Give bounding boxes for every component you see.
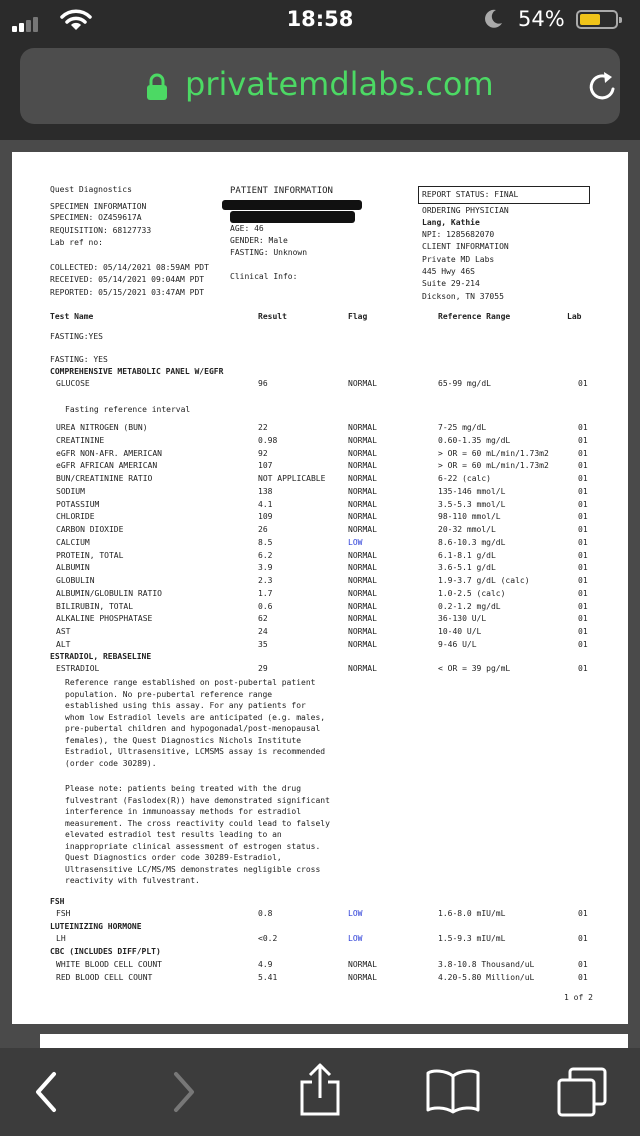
estradiol-note-2: Please note: patients being treated with the drug fulvestrant (Faslodex(R)) have demonstrated significant interference in immunoassay methods for estradiol measurement. The cross reactivity could lead to falsely elevated estradiol test results leading to an inappropriate clinical assessment of estrogen status. Quest Diagnostics order code 30289-Estradiol, Ultrasensitive LC/MS/MS demonstrates negligible cross reactivity with fulvestrant. — [65, 784, 330, 885]
panel-cbc: CBC (INCLUDES DIFF/PLT) — [50, 947, 161, 956]
test-result: 8.5 — [258, 537, 273, 547]
test-name: RED BLOOD CELL COUNT — [56, 972, 153, 982]
panel-fsh: FSH — [50, 897, 65, 906]
test-result: 138 — [258, 486, 273, 496]
physician-npi: NPI: 1285682070 — [422, 230, 495, 239]
test-result: <0.2 — [258, 934, 278, 943]
table-row — [12, 664, 628, 677]
test-result: 22 — [258, 423, 268, 432]
patient-fasting: FASTING: Unknown — [230, 248, 308, 257]
test-range: 1.0-2.5 (calc) — [438, 588, 506, 598]
share-icon[interactable] — [298, 1062, 342, 1118]
test-flag: NORMAL — [348, 664, 377, 673]
browser-header — [0, 40, 640, 140]
test-name: AST — [56, 627, 71, 636]
test-result: 2.3 — [258, 576, 273, 585]
test-lab: 01 — [578, 499, 588, 509]
test-name: SODIUM — [56, 486, 85, 496]
requisition: REQUISITION: 68127733 — [50, 226, 152, 235]
client-address-2: Suite 29-214 — [422, 279, 480, 288]
test-name: UREA NITROGEN (BUN) — [56, 423, 148, 432]
col-result: Result — [258, 312, 287, 321]
battery-percent: 54% — [518, 7, 565, 31]
client-info-heading: CLIENT INFORMATION — [422, 242, 509, 251]
test-result: 26 — [258, 525, 268, 534]
test-flag: NORMAL — [348, 627, 377, 636]
test-name: CALCIUM — [56, 537, 90, 547]
fasting-yes-1: FASTING:YES — [50, 332, 103, 341]
test-lab: 01 — [578, 525, 588, 534]
moon-icon — [482, 8, 504, 30]
test-lab: 01 — [578, 614, 588, 624]
test-name: BILIRUBIN, TOTAL — [56, 601, 134, 611]
test-name: FSH — [56, 909, 71, 918]
physician-name: Lang, Kathie — [422, 218, 480, 227]
test-flag: LOW — [348, 934, 363, 943]
table-row — [12, 436, 628, 449]
test-range: > OR = 60 mL/min/1.73m2 — [438, 448, 549, 458]
test-flag: NORMAL — [348, 614, 377, 624]
test-flag: NORMAL — [348, 588, 377, 598]
test-range: 10-40 U/L — [438, 627, 482, 636]
test-result: 0.6 — [258, 601, 273, 611]
test-result: 96 — [258, 379, 268, 388]
table-row — [12, 602, 628, 615]
specimen-id: SPECIMEN: OZ459617A — [50, 213, 142, 222]
test-flag: NORMAL — [348, 486, 377, 496]
page-number: 1 of 2 — [564, 993, 593, 1002]
test-range: 65-99 mg/dL — [438, 379, 491, 388]
test-name: eGFR AFRICAN AMERICAN — [56, 461, 158, 471]
test-range: > OR = 60 mL/min/1.73m2 — [438, 461, 549, 471]
test-name: LH — [56, 934, 66, 943]
test-name: ESTRADIOL — [56, 664, 100, 673]
test-name: WHITE BLOOD CELL COUNT — [56, 960, 162, 969]
clock: 18:58 — [286, 7, 354, 31]
test-lab: 01 — [578, 474, 588, 483]
test-name: POTASSIUM — [56, 499, 100, 509]
url-text: privatemdlabs.com — [185, 65, 494, 103]
redacted-name — [222, 200, 362, 210]
test-lab: 01 — [578, 550, 588, 560]
test-result: 4.9 — [258, 960, 273, 969]
test-lab: 01 — [578, 627, 588, 636]
test-lab: 01 — [578, 486, 588, 496]
received-date: RECEIVED: 05/14/2021 09:04AM PDT — [50, 275, 205, 284]
test-result: 29 — [258, 664, 268, 673]
test-flag: NORMAL — [348, 601, 377, 611]
test-flag: NORMAL — [348, 512, 377, 522]
test-lab: 01 — [578, 576, 588, 585]
test-name: PROTEIN, TOTAL — [56, 550, 124, 560]
test-result: 5.41 — [258, 972, 278, 982]
address-bar[interactable] — [20, 48, 620, 124]
table-row — [12, 500, 628, 513]
test-flag: NORMAL — [348, 423, 377, 432]
test-result: 92 — [258, 448, 268, 458]
table-row — [12, 487, 628, 500]
test-lab: 01 — [578, 461, 588, 471]
test-range: 0.2-1.2 mg/dL — [438, 601, 501, 611]
panel-lh: LUTEINIZING HORMONE — [50, 922, 142, 931]
test-flag: NORMAL — [348, 461, 377, 471]
test-lab: 01 — [578, 639, 588, 649]
test-flag: NORMAL — [348, 960, 377, 969]
test-lab: 01 — [578, 664, 588, 673]
test-result: 4.1 — [258, 499, 273, 509]
lab-name: Quest Diagnostics — [50, 185, 132, 194]
estradiol-note-1: Reference range established on post-pubertal patient population. No pre-pubertal reference range established using this assay. For any patients for whom low Estradiol levels are anticipated (e.g. males, pre-pubertal children and hypogonadal/post-menopausal females), the Quest Diagnostics Nichols Institute Estradiol, Ultrasensitive, LCMSMS assay is recommended (order code 30289). — [65, 678, 326, 768]
test-result: 109 — [258, 512, 273, 522]
test-name: CREATININE — [56, 435, 105, 445]
test-lab: 01 — [578, 563, 588, 573]
test-name: BUN/CREATININE RATIO — [56, 474, 153, 483]
test-lab: 01 — [578, 972, 588, 982]
test-range: 9-46 U/L — [438, 639, 477, 649]
collected-date: COLLECTED: 05/14/2021 08:59AM PDT — [50, 263, 209, 272]
test-result: 24 — [258, 627, 268, 636]
table-row — [12, 551, 628, 564]
table-row — [12, 423, 628, 436]
battery-icon — [576, 10, 618, 29]
test-result: 0.8 — [258, 909, 273, 918]
test-name: ALBUMIN/GLOBULIN RATIO — [56, 588, 162, 598]
test-range: 0.60-1.35 mg/dL — [438, 435, 511, 445]
status-bar — [0, 0, 640, 40]
test-name: GLOBULIN — [56, 576, 95, 585]
client-address-1: 445 Hwy 46S — [422, 267, 475, 276]
col-test-name: Test Name — [50, 312, 94, 321]
test-flag: NORMAL — [348, 576, 377, 585]
test-range: 3.6-5.1 g/dL — [438, 563, 496, 573]
table-row — [12, 449, 628, 462]
report-status: REPORT STATUS: FINAL — [422, 190, 519, 199]
lab-ref: Lab ref no: — [50, 238, 103, 247]
back-icon[interactable] — [30, 1070, 60, 1114]
test-flag: NORMAL — [348, 474, 377, 483]
test-lab: 01 — [578, 435, 588, 445]
test-range: 1.6-8.0 mIU/mL — [438, 909, 506, 918]
test-range: 4.20-5.80 Million/uL — [438, 972, 535, 982]
table-row — [12, 512, 628, 525]
test-name: eGFR NON-AFR. AMERICAN — [56, 448, 162, 458]
test-range: 98-110 mmol/L — [438, 512, 501, 522]
test-lab: 01 — [578, 588, 588, 598]
patient-gender: GENDER: Male — [230, 236, 288, 245]
test-range: 20-32 mmol/L — [438, 525, 496, 534]
test-lab: 01 — [578, 601, 588, 611]
test-range: 135-146 mmol/L — [438, 486, 506, 496]
browser-toolbar — [0, 1048, 640, 1136]
test-flag: NORMAL — [348, 525, 377, 534]
test-lab: 01 — [578, 537, 588, 547]
table-row — [12, 909, 628, 922]
test-lab: 01 — [578, 512, 588, 522]
panel-estradiol: ESTRADIOL, REBASELINE — [50, 652, 152, 661]
test-range: 7-25 mg/dL — [438, 423, 487, 432]
test-lab: 01 — [578, 960, 588, 969]
test-flag: NORMAL — [348, 639, 377, 649]
table-row — [12, 614, 628, 627]
ordering-physician-heading: ORDERING PHYSICIAN — [422, 206, 509, 215]
table-row — [12, 960, 628, 973]
test-flag: NORMAL — [348, 379, 377, 388]
test-lab: 01 — [578, 379, 588, 388]
table-row — [12, 525, 628, 538]
test-lab: 01 — [578, 423, 588, 432]
test-flag: NORMAL — [348, 972, 377, 982]
test-range: 1.5-9.3 mIU/mL — [438, 934, 506, 943]
test-flag: NORMAL — [348, 448, 377, 458]
test-result: 6.2 — [258, 550, 273, 560]
fasting-reference-note: Fasting reference interval — [65, 405, 191, 414]
table-row — [12, 934, 628, 947]
col-flag: Flag — [348, 312, 368, 321]
test-range: 1.9-3.7 g/dL (calc) — [438, 576, 530, 585]
table-row — [12, 379, 628, 392]
test-range: 36-130 U/L — [438, 614, 487, 624]
table-row — [12, 538, 628, 551]
tabs-icon[interactable] — [556, 1066, 608, 1118]
test-lab: 01 — [578, 448, 588, 458]
client-name: Private MD Labs — [422, 255, 495, 264]
test-result: 1.7 — [258, 588, 273, 598]
test-range: < OR = 39 pg/mL — [438, 664, 511, 673]
table-row — [12, 589, 628, 602]
test-name: ALT — [56, 639, 71, 649]
test-result: 35 — [258, 639, 268, 649]
test-flag: NORMAL — [348, 563, 377, 573]
panel-cmp: COMPREHENSIVE METABOLIC PANEL W/EGFR — [50, 367, 224, 376]
test-result: 62 — [258, 614, 268, 624]
reported-date: REPORTED: 05/15/2021 03:47AM PDT — [50, 288, 205, 297]
test-lab: 01 — [578, 934, 588, 943]
reload-icon[interactable] — [586, 70, 620, 104]
test-range: 8.6-10.3 mg/dL — [438, 537, 506, 547]
test-range: 3.8-10.8 Thousand/uL — [438, 960, 535, 969]
clinical-info: Clinical Info: — [230, 272, 298, 281]
col-lab: Lab — [567, 312, 582, 321]
client-address-3: Dickson, TN 37055 — [422, 292, 504, 301]
bookmarks-icon[interactable] — [425, 1068, 481, 1114]
specimen-info-heading: SPECIMEN INFORMATION — [50, 202, 147, 211]
report-page — [12, 152, 628, 1024]
test-name: CHLORIDE — [56, 512, 95, 522]
table-row — [12, 563, 628, 576]
test-flag: NORMAL — [348, 550, 377, 560]
test-flag: NORMAL — [348, 435, 377, 445]
test-lab: 01 — [578, 909, 588, 918]
test-range: 3.5-5.3 mmol/L — [438, 499, 506, 509]
table-row — [12, 474, 628, 487]
redacted-dob — [230, 211, 355, 223]
patient-age: AGE: 46 — [230, 224, 264, 233]
test-flag: LOW — [348, 537, 363, 547]
table-row — [12, 627, 628, 640]
test-name: CARBON DIOXIDE — [56, 525, 124, 534]
test-name: ALBUMIN — [56, 563, 90, 573]
column-headers — [12, 312, 628, 325]
col-reference-range: Reference Range — [438, 312, 511, 321]
test-range: 6-22 (calc) — [438, 474, 491, 483]
test-result: 107 — [258, 461, 273, 471]
test-name: GLUCOSE — [56, 379, 90, 388]
lock-icon — [146, 72, 168, 102]
patient-info-heading: PATIENT INFORMATION — [230, 186, 333, 196]
table-row — [12, 640, 628, 653]
test-flag: NORMAL — [348, 499, 377, 509]
test-flag: LOW — [348, 909, 363, 918]
fasting-yes-2: FASTING: YES — [50, 355, 108, 364]
test-result: 0.98 — [258, 435, 278, 445]
test-result: 3.9 — [258, 563, 273, 573]
forward-icon[interactable] — [170, 1070, 200, 1114]
test-result: NOT APPLICABLE — [258, 474, 326, 483]
table-row — [12, 576, 628, 589]
test-range: 6.1-8.1 g/dL — [438, 550, 496, 560]
test-name: ALKALINE PHOSPHATASE — [56, 614, 153, 624]
table-row — [12, 461, 628, 474]
table-row — [12, 973, 628, 986]
